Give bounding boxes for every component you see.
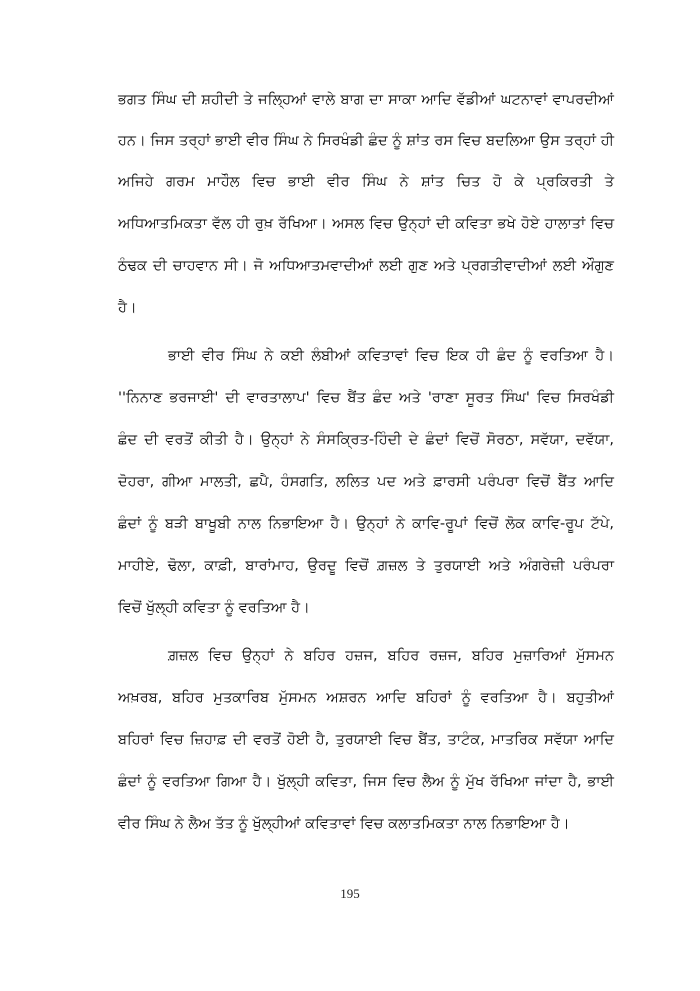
paragraph-line: ਹਨ। ਜਿਸ ਤਰ੍ਹਾਂ ਭਾਈ ਵੀਰ ਸਿੰਘ ਨੇ ਸਿਰਖੰਡੀ ਛੰਦ ਨੂੰ ਸ਼ਾਂਤ ਰਸ ਵਿਚ ਬਦਲਿਆ ਉਸ ਤਰ੍ਹਾਂ ਹੀ — [118, 133, 614, 149]
paragraph-line: ਛੰਦਾਂ ਨੂੰ ਵਰਤਿਆ ਗਿਆ ਹੈ। ਖੁੱਲ੍ਹੀ ਕਵਿਤਾ, ਜਿਸ ਵਿਚ ਲੈਅ ਨੂੰ ਮੁੱਖ ਰੱਖਿਆ ਜਾਂਦਾ ਹੈ, ਭਾਈ — [118, 774, 614, 790]
paragraph-line: ਭਾਈ ਵੀਰ ਸਿੰਘ ਨੇ ਕਈ ਲੰਬੀਆਂ ਕਵਿਤਾਵਾਂ ਵਿਚ ਇਕ ਹੀ ਛੰਦ ਨੂੰ ਵਰਤਿਆ ਹੈ। — [168, 348, 614, 364]
paragraph-line: ਭਗਤ ਸਿੰਘ ਦੀ ਸ਼ਹੀਦੀ ਤੇ ਜਲ੍ਹਿਆਂ ਵਾਲੇ ਬਾਗ ਦਾ ਸਾਕਾ ਆਦਿ ਵੱਡੀਆਂ ਘਟਨਾਵਾਂ ਵਾਪਰਦੀਆਂ — [118, 92, 614, 108]
paragraph-line: ਅਖ਼ਰਬ, ਬਹਿਰ ਮੁਤਕਾਰਿਬ ਮੁੱਸਮਨ ਅਸ਼ਰਨ ਆਦਿ ਬਹਿਰਾਂ ਨੂੰ ਵਰਤਿਆ ਹੈ। ਬਹੁਤੀਆਂ — [118, 690, 614, 706]
paragraph-line: ਅਜਿਹੇ ਗਰਮ ਮਾਹੌਲ ਵਿਚ ਭਾਈ ਵੀਰ ਸਿੰਘ ਨੇ ਸ਼ਾਂਤ ਚਿਤ ਹੋ ਕੇ ਪ੍ਰਕਿਰਤੀ ਤੇ — [118, 174, 614, 190]
paragraph-line: ਗ਼ਜ਼ਲ ਵਿਚ ਉਨ੍ਹਾਂ ਨੇ ਬਹਿਰ ਹਜ਼ਜ, ਬਹਿਰ ਰਜ਼ਜ, ਬਹਿਰ ਮੁਜ਼ਾਰਿਆਂ ਮੁੱਸਮਨ — [168, 648, 614, 664]
page-number: 195 — [340, 886, 360, 901]
paragraph-line: ਮਾਹੀਏ, ਢੋਲਾ, ਕਾਫ਼ੀ, ਬਾਰਾਂਮਾਹ, ਉਰਦੂ ਵਿਚੋਂ ਗ਼ਜ਼ਲ ਤੇ ਤੁਰਯਾਈ ਅਤੇ ਅੰਗਰੇਜ਼ੀ ਪਰੰਪਰਾ — [118, 558, 614, 574]
paragraph-line: ਵਿਚੋਂ ਖੁੱਲ੍ਹੀ ਕਵਿਤਾ ਨੂੰ ਵਰਤਿਆ ਹੈ। — [118, 600, 310, 616]
paragraph-line: ਵੀਰ ਸਿੰਘ ਨੇ ਲੈਅ ਤੱਤ ਨੂੰ ਖੁੱਲ੍ਹੀਆਂ ਕਵਿਤਾਵਾਂ ਵਿਚ ਕਲਾਤਮਿਕਤਾ ਨਾਲ ਨਿਭਾਇਆ ਹੈ। — [118, 816, 570, 832]
paragraph-line: ''ਨਿਨਾਣ ਭਰਜਾਈ' ਦੀ ਵਾਰਤਾਲਾਪ' ਵਿਚ ਬੈਂਤ ਛੰਦ ਅਤੇ 'ਰਾਣਾ ਸੂਰਤ ਸਿੰਘ' ਵਿਚ ਸਿਰਖੰਡੀ — [118, 390, 614, 406]
paragraph-line: ਅਧਿਆਤਮਿਕਤਾ ਵੱਲ ਹੀ ਰੁਖ਼ ਰੱਖਿਆ। ਅਸਲ ਵਿਚ ਉਨ੍ਹਾਂ ਦੀ ਕਵਿਤਾ ਭਖੇ ਹੋਏ ਹਾਲਾਤਾਂ ਵਿਚ — [118, 216, 614, 232]
paragraph-line: ਹੈ। — [118, 300, 137, 316]
paragraph-line: ਠੰਢਕ ਦੀ ਚਾਹਵਾਨ ਸੀ। ਜੋ ਅਧਿਆਤਮਵਾਦੀਆਂ ਲਈ ਗੁਣ ਅਤੇ ਪ੍ਰਗਤੀਵਾਦੀਆਂ ਲਈ ਔਗੁਣ — [118, 258, 614, 274]
paragraph-line: ਛੰਦਾਂ ਨੂੰ ਬੜੀ ਬਾਖੂਬੀ ਨਾਲ ਨਿਭਾਇਆ ਹੈ। ਉਨ੍ਹਾਂ ਨੇ ਕਾਵਿ-ਰੂਪਾਂ ਵਿਚੋਂ ਲੋਕ ਕਾਵਿ-ਰੂਪ ਟੱਪੇ, — [118, 516, 614, 532]
paragraph-line: ਦੋਹਰਾ, ਗੀਆ ਮਾਲਤੀ, ਛਪੈ, ਹੰਸਗਤਿ, ਲਲਿਤ ਪਦ ਅਤੇ ਫ਼ਾਰਸੀ ਪਰੰਪਰਾ ਵਿਚੋਂ ਬੈਂਤ ਆਦਿ — [118, 474, 614, 490]
paragraph-line: ਛੰਦ ਦੀ ਵਰਤੋਂ ਕੀਤੀ ਹੈ। ਉਨ੍ਹਾਂ ਨੇ ਸੰਸਕ੍ਰਿਤ-ਹਿੰਦੀ ਦੇ ਛੰਦਾਂ ਵਿਚੋਂ ਸੋਰਠਾ, ਸਵੱਯਾ, ਦਵੱਯਾ, — [118, 432, 614, 448]
paragraph-line: ਬਹਿਰਾਂ ਵਿਚ ਜ਼ਿਹਾਫ਼ ਦੀ ਵਰਤੋਂ ਹੋਈ ਹੈ, ਤੁਰਯਾਈ ਵਿਚ ਬੈਂਤ, ਤਾਟੰਕ, ਮਾਤਰਿਕ ਸਵੱਯਾ ਆਦਿ — [118, 732, 614, 748]
